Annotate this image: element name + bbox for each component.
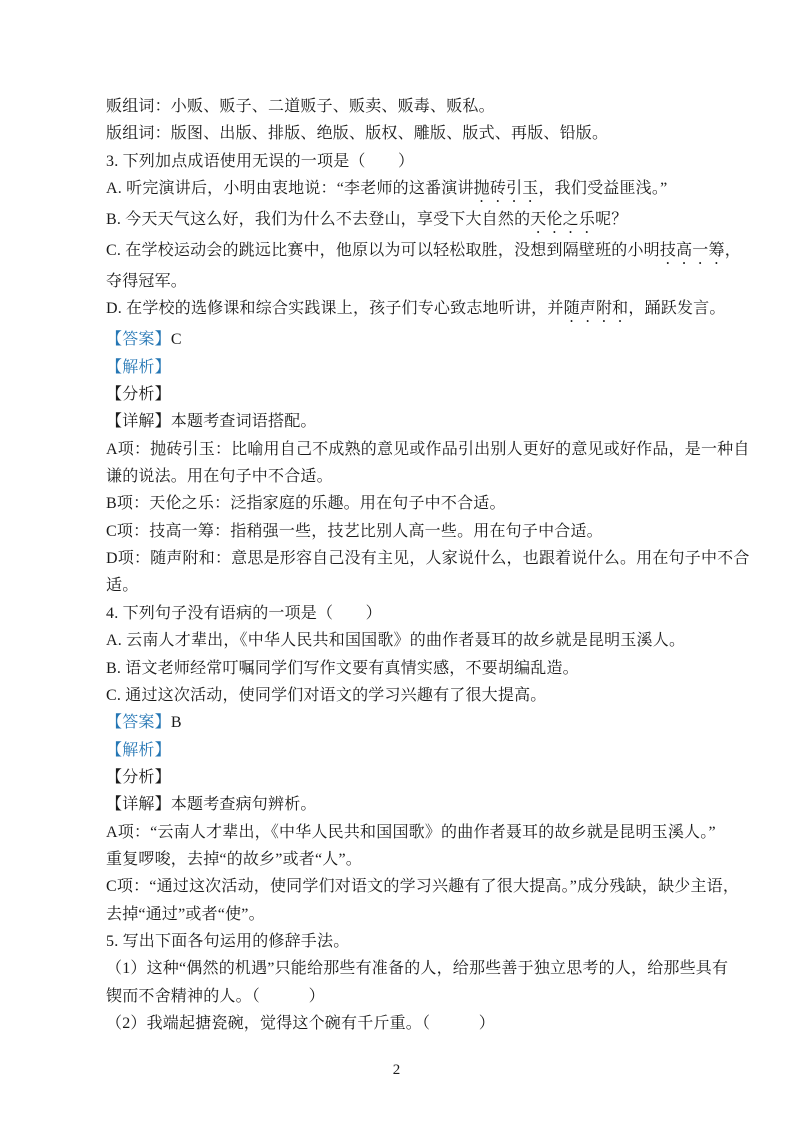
question-3-fenxi-label <box>106 381 692 408</box>
question-4-option-b <box>106 655 692 682</box>
question-3-jiexi-label <box>106 354 692 381</box>
text-segment: C. 在学校运动会的跳远比赛中，他原以为可以轻松取胜，没想到隔壁班的小明 <box>106 242 660 260</box>
question-3-option-c <box>106 237 741 268</box>
question-4-detail <box>106 791 692 818</box>
question-4-detail-a <box>106 819 716 846</box>
question-4-option-c <box>106 682 692 709</box>
text-segment: B <box>170 714 182 732</box>
bracket-label: 【解析】 <box>106 741 171 759</box>
text-segment: 锲而不舍精神的人。（ ） <box>106 987 325 1005</box>
question-4-detail-c <box>106 873 740 900</box>
page-number: 2 <box>392 1062 401 1078</box>
emphasized-idiom: 技高一筹 <box>659 242 725 260</box>
text-segment: C <box>170 331 182 349</box>
text-segment: 贩组词：小贩、贩子、二道贩子、贩卖、贩毒、贩私。 <box>106 98 495 115</box>
text-segment: 去掉“通过”或者“使”。 <box>106 905 265 923</box>
text-segment: D. 在学校的选修课和综合实践课上，孩子们专心致志地听讲，并 <box>106 300 564 318</box>
text-segment: A项：抛砖引玉：比喻用自己不成熟的意见或作品引出别人更好的意见或好作品，是一种自 <box>106 440 750 458</box>
text-segment: 谦的说法。用在句子中不合适。 <box>106 468 333 486</box>
text-segment: B. 语文老师经常叮嘱同学们写作文要有真情实感，不要胡编乱造。 <box>106 659 579 677</box>
text-segment: 【分析】 <box>106 768 171 786</box>
question-3-detail <box>106 408 692 435</box>
text-segment: 适。 <box>106 577 139 595</box>
text-segment: 版组词：版图、出版、排版、绝版、版权、雕版、版式、再版、铅版。 <box>106 125 609 143</box>
document-body <box>106 93 750 1037</box>
question-5-stem <box>106 928 692 955</box>
text-segment: 【详解】本题考查词语搭配。 <box>106 413 317 431</box>
text-segment: C项：技高一筹：指稍强一些，技艺比别人高一些。用在句子中合适。 <box>106 522 603 540</box>
text-segment: 呢？ <box>595 211 628 229</box>
question-4-detail-a-cont <box>106 846 692 873</box>
question-3-detail-d <box>106 545 750 572</box>
text-segment: A. 云南人才辈出，《中华人民共和国国歌》的曲作者聂耳的故乡就是昆明玉溪人。 <box>106 632 686 650</box>
question-3-detail-a <box>106 436 750 463</box>
question-3-detail-d-cont <box>106 572 692 599</box>
text-segment: A. 听完演讲后，小明由衷地说：“李老师的这番演讲 <box>106 180 474 198</box>
question-5-item-1-cont <box>106 983 692 1010</box>
question-3-detail-b <box>106 490 692 517</box>
question-3-option-c-cont <box>106 268 692 295</box>
text-segment: （1）这种“偶然的机遇”只能给那些有准备的人，给那些善于独立思考的人，给那些具有 <box>106 960 729 978</box>
text-segment: C. 通过这次活动，使同学们对语文的学习兴趣有了很大提高。 <box>106 686 547 704</box>
bracket-label: 【答案】 <box>106 331 171 349</box>
emphasized-idiom: 天伦之乐 <box>530 211 596 229</box>
text-segment: 3. 下列加点成语使用无误的一项是（ ） <box>106 152 415 170</box>
question-4-stem <box>106 600 692 627</box>
question-4-answer <box>106 709 692 736</box>
question-3-option-b <box>106 206 692 237</box>
question-4-fenxi-label <box>106 764 692 791</box>
text-segment: ，踊跃发言。 <box>628 300 726 318</box>
text-segment: 重复啰唆，去掉“的故乡”或者“人”。 <box>106 850 363 868</box>
emphasized-idiom: 抛砖引玉 <box>473 180 539 198</box>
question-3-answer <box>106 326 692 353</box>
question-3-stem <box>106 148 692 175</box>
word-formation-fan <box>106 93 692 120</box>
text-segment: 【分析】 <box>106 386 171 404</box>
bracket-label: 【解析】 <box>106 358 171 376</box>
text-segment: D项：随声附和：意思是形容自己没有主见，人家说什么，也跟着说什么。用在句子中不合 <box>106 550 750 568</box>
emphasized-idiom: 随声附和 <box>563 300 629 318</box>
question-3-detail-c <box>106 518 692 545</box>
word-formation-ban <box>106 120 692 147</box>
bracket-label: 【答案】 <box>106 714 171 732</box>
text-segment: B. 今天天气这么好，我们为什么不去登山，享受下大自然的 <box>106 211 531 229</box>
question-5-item-1 <box>106 955 729 982</box>
question-4-detail-c-cont <box>106 901 692 928</box>
text-segment: 夺得冠军。 <box>106 273 188 291</box>
text-segment: A项：“云南人才辈出，《中华人民共和国国歌》的曲作者聂耳的故乡就是昆明玉溪人。” <box>106 823 716 841</box>
question-4-option-a <box>106 627 692 654</box>
text-segment: B项：天伦之乐：泛指家庭的乐趣。用在句子中不合适。 <box>106 495 506 513</box>
text-segment: 5. 写出下面各句运用的修辞手法。 <box>106 932 350 950</box>
question-3-detail-a-cont <box>106 463 692 490</box>
text-segment: C项：“通过这次活动，使同学们对语文的学习兴趣有了很大提高。”成分残缺，缺少主语， <box>106 878 740 896</box>
question-5-item-2 <box>106 1010 692 1037</box>
text-segment: ， <box>724 242 741 260</box>
text-segment: （2）我端起搪瓷碗，觉得这个碗有千斤重。（ ） <box>106 1014 496 1032</box>
text-segment: 4. 下列句子没有语病的一项是（ ） <box>106 604 382 622</box>
question-3-option-a <box>106 175 692 206</box>
text-segment: 【详解】本题考查病句辨析。 <box>106 796 317 814</box>
question-4-jiexi-label <box>106 737 692 764</box>
question-3-option-d <box>106 295 726 326</box>
text-segment: ，我们受益匪浅。” <box>538 180 668 198</box>
